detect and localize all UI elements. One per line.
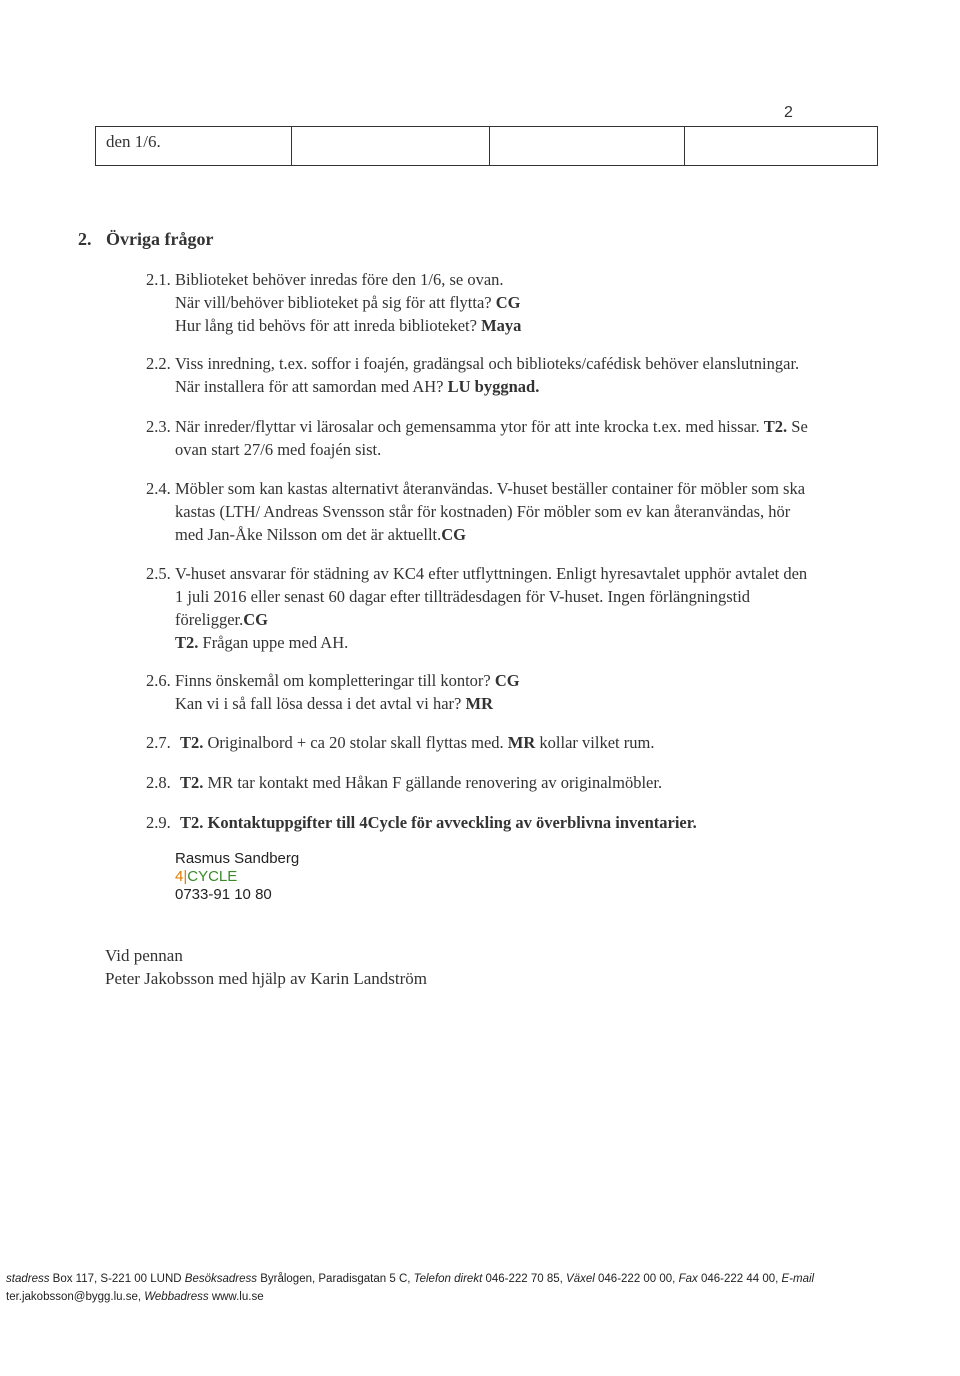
item-text: När installera för att samordan med AH? bbox=[175, 377, 448, 396]
agenda-item-2-5 bbox=[146, 562, 886, 654]
responsible-tag: CG bbox=[495, 293, 521, 312]
responsible-tag: MR bbox=[507, 733, 536, 752]
item-number: 2.6. bbox=[146, 671, 171, 690]
item-line: kastas (LTH/ Andreas Svensson står för kostnaden) För möbler som ev kan återanvändas, hör bbox=[175, 502, 791, 521]
contact-block bbox=[175, 850, 299, 904]
footer-line bbox=[6, 1288, 956, 1306]
table-cell-date: den 1/6. bbox=[96, 127, 292, 165]
item-text: med Jan-Åke Nilsson om det är aktuellt. bbox=[175, 525, 442, 544]
responsible-tag: Maya bbox=[481, 316, 522, 335]
responsible-tag: CG bbox=[441, 525, 466, 544]
footer-email[interactable]: ter.jakobsson@bygg.lu.se, bbox=[6, 1291, 145, 1303]
item-text: Hur lång tid behövs för att inreda biblioteket? bbox=[175, 316, 482, 335]
responsible-tag: T2. bbox=[175, 633, 199, 652]
table-cell-empty bbox=[292, 127, 490, 165]
item-line bbox=[175, 375, 886, 398]
agenda-item-2-6 bbox=[146, 669, 886, 715]
item-text: kollar vilket rum. bbox=[535, 733, 655, 752]
item-number: 2.1. bbox=[146, 270, 171, 289]
footer-value: Byrålogen, Paradisgatan 5 C, bbox=[257, 1273, 414, 1285]
logo-digit: 4 bbox=[175, 868, 184, 885]
responsible-tag: CG bbox=[494, 671, 520, 690]
item-number: 2.3. bbox=[146, 417, 171, 436]
responsible-tag: T2. bbox=[180, 733, 204, 752]
item-line bbox=[175, 314, 886, 337]
agenda-item-2-2 bbox=[146, 352, 886, 398]
item-number: 2.5. bbox=[146, 564, 171, 583]
agenda-item-2-9 bbox=[146, 811, 886, 834]
table-cell-empty bbox=[685, 127, 877, 165]
item-line bbox=[175, 291, 886, 314]
footer-label: Telefon direkt bbox=[413, 1273, 483, 1285]
footer-label: Besöksadress bbox=[184, 1273, 258, 1285]
item-number: 2.9. bbox=[146, 813, 171, 832]
signoff bbox=[105, 944, 427, 990]
footer-label: Fax bbox=[678, 1273, 698, 1285]
footer-value: 046-222 00 00, bbox=[594, 1273, 679, 1285]
item-line bbox=[180, 731, 886, 754]
footer-label: Växel bbox=[566, 1273, 595, 1285]
responsible-tag: T2. bbox=[180, 813, 204, 832]
item-line: Biblioteket behöver inredas före den 1/6, se ovan. bbox=[175, 270, 504, 289]
item-line: Viss inredning, t.ex. soffor i foajén, gradängsal och biblioteks/cafédisk behöver elanslutningar. bbox=[175, 354, 800, 373]
item-line: ovan start 27/6 med foajén sist. bbox=[175, 440, 382, 459]
footer-value: 046-222 70 85, bbox=[482, 1273, 567, 1285]
logo-word: CYCLE bbox=[187, 868, 238, 885]
item-text: Frågan uppe med AH. bbox=[198, 633, 349, 652]
footer-web-link[interactable]: www.lu.se bbox=[208, 1291, 264, 1303]
responsible-tag: MR bbox=[465, 694, 493, 713]
table-cell-empty bbox=[490, 127, 685, 165]
section-heading bbox=[78, 229, 213, 250]
footer-address bbox=[6, 1270, 956, 1306]
footer-label: Webbadress bbox=[144, 1291, 209, 1303]
footer-value: 046-222 44 00, bbox=[697, 1273, 782, 1285]
item-line bbox=[175, 608, 886, 631]
item-number: 2.8. bbox=[146, 773, 171, 792]
item-line: V-huset ansvarar för städning av KC4 efter utflyttningen. Enligt hyresavtalet upphör avtalet den bbox=[175, 564, 808, 583]
item-text: Kontaktuppgifter till 4Cycle för avveckling av överblivna inventarier. bbox=[203, 813, 697, 832]
signoff-line: Peter Jakobsson med hjälp av Karin Landström bbox=[105, 969, 427, 988]
item-text: Finns önskemål om kompletteringar till kontor? bbox=[175, 671, 495, 690]
footer-label: stadress bbox=[6, 1273, 50, 1285]
item-text: Originalbord + ca 20 stolar skall flyttas med. bbox=[203, 733, 508, 752]
agenda-item-2-1 bbox=[146, 268, 886, 337]
contact-phone: 0733-91 10 80 bbox=[175, 886, 272, 903]
item-text: MR tar kontakt med Håkan F gällande renovering av originalmöbler. bbox=[203, 773, 663, 792]
item-number: 2.7. bbox=[146, 733, 171, 752]
footer-value: Box 117, S-221 00 LUND bbox=[49, 1273, 185, 1285]
responsible-tag: T2. bbox=[763, 417, 788, 436]
item-text: När vill/behöver biblioteket på sig för att flytta? bbox=[175, 293, 496, 312]
agenda-item-2-4 bbox=[146, 477, 886, 546]
item-line bbox=[175, 523, 886, 546]
item-line: 1 juli 2016 eller senast 60 dagar efter tillträdesdagen för V-huset. Ingen förlängningstid bbox=[175, 587, 751, 606]
item-line bbox=[175, 669, 886, 692]
item-text: föreligger. bbox=[175, 610, 244, 629]
item-line bbox=[180, 811, 886, 834]
agenda-item-2-7 bbox=[146, 731, 886, 754]
section-number: 2. bbox=[78, 229, 92, 249]
page-number: 2 bbox=[784, 104, 793, 121]
item-line bbox=[175, 631, 886, 654]
responsible-tag: CG bbox=[243, 610, 269, 629]
item-number: 2.4. bbox=[146, 479, 171, 498]
signoff-line: Vid pennan bbox=[105, 946, 183, 965]
responsible-tag: LU byggnad. bbox=[447, 377, 540, 396]
item-line bbox=[175, 692, 886, 715]
company-logo-text bbox=[175, 868, 299, 886]
contact-name: Rasmus Sandberg bbox=[175, 850, 300, 867]
continued-table-row bbox=[95, 126, 878, 166]
footer-line bbox=[6, 1270, 956, 1288]
item-text: Kan vi i så fall lösa dessa i det avtal vi har? bbox=[175, 694, 466, 713]
logo-separator: | bbox=[183, 868, 188, 885]
agenda-item-2-8 bbox=[146, 771, 886, 794]
item-number: 2.2. bbox=[146, 354, 171, 373]
responsible-tag: T2. bbox=[180, 773, 204, 792]
item-text: När inreder/flyttar vi lärosalar och gemensamma ytor för att inte krocka t.ex. med hissar. bbox=[175, 417, 764, 436]
item-line: Möbler som kan kastas alternativt återanvändas. V-huset beställer container för möbler som ska bbox=[175, 479, 806, 498]
item-text: Se bbox=[787, 417, 808, 436]
item-line bbox=[175, 415, 886, 438]
agenda-item-2-3 bbox=[146, 415, 886, 461]
section-title: Övriga frågor bbox=[106, 229, 214, 249]
item-line bbox=[180, 771, 886, 794]
footer-label: E-mail bbox=[781, 1273, 815, 1285]
